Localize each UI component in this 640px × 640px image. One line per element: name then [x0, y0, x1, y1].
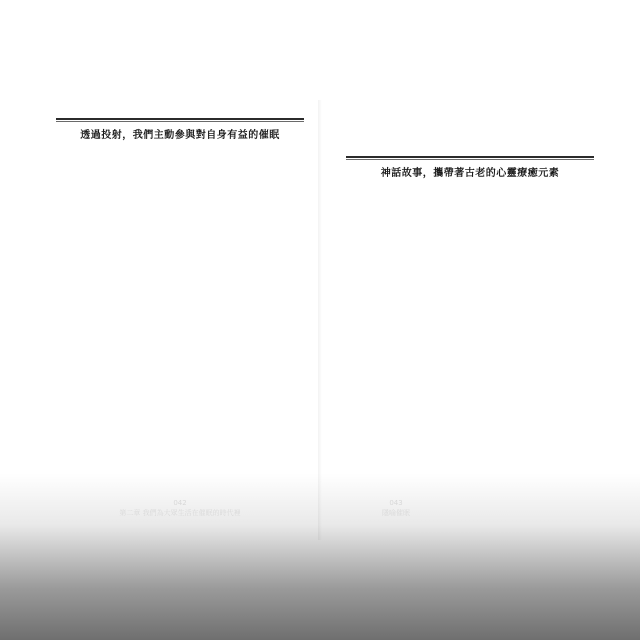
right-paragraph-3 — [346, 222, 594, 239]
left-running-footer: 第二章 我們為大眾生活在催眠的時代裡 — [119, 509, 241, 517]
left-page-footer — [56, 498, 304, 518]
right-paragraph-4 — [346, 248, 594, 265]
left-paragraph-1 — [56, 160, 304, 177]
left-paragraph-4 — [56, 238, 304, 255]
right-section-heading: 神話故事，攜帶著古老的心靈療癒元素 — [380, 168, 560, 179]
left-section-heading-box — [56, 118, 304, 146]
heading-rule-top — [346, 156, 594, 158]
right-page-number: 043 — [389, 499, 403, 507]
heading-rule-top — [56, 118, 304, 120]
right-running-footer: 隱喻催眠 — [382, 509, 410, 517]
right-page — [346, 118, 594, 274]
left-page-number: 042 — [173, 499, 187, 507]
right-paragraph-1 — [346, 118, 594, 135]
right-paragraph-2 — [346, 196, 594, 213]
right-section-heading-box — [346, 156, 594, 184]
left-page — [56, 118, 304, 264]
left-paragraph-2 — [56, 186, 304, 203]
left-section-heading: 透過投射，我們主動參與對自身有益的催眠 — [80, 130, 280, 141]
left-paragraph-3 — [56, 212, 304, 229]
right-page-footer — [346, 498, 446, 518]
page-gutter-shadow — [318, 100, 322, 540]
